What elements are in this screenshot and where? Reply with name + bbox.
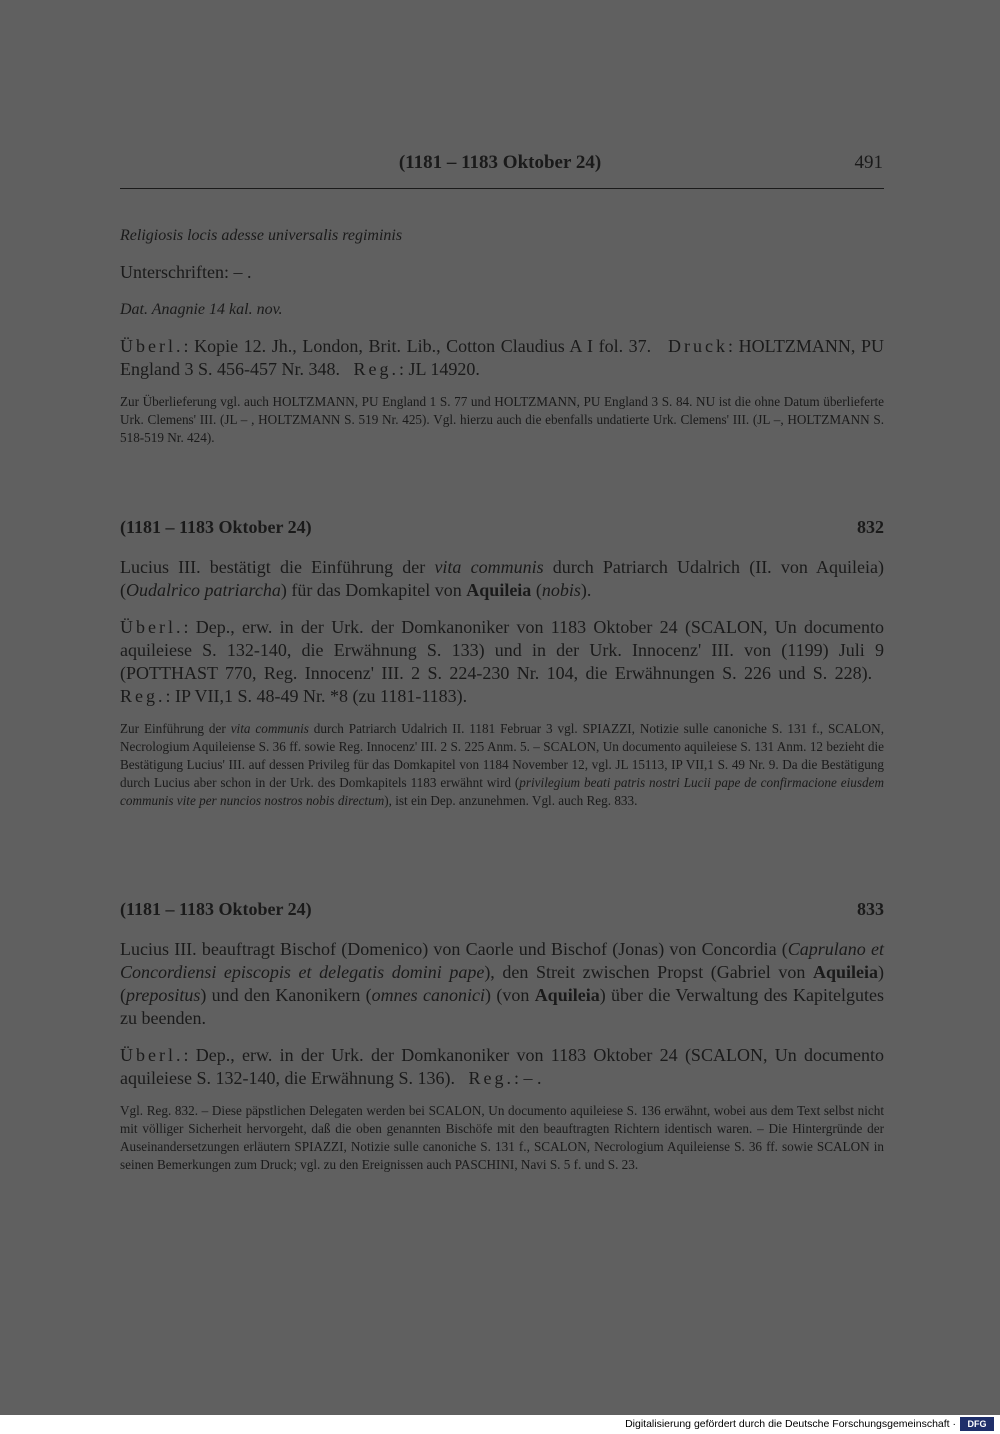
reg-label: Reg. (120, 686, 166, 706)
text-run: ) (von (485, 985, 530, 1005)
regest-header (120, 517, 884, 538)
previous-regest-continuation (120, 224, 884, 447)
regest-header (120, 899, 884, 920)
reg-text: : IP VII,1 S. 48-49 Nr. *8 (zu 1181-1183). (165, 686, 468, 706)
page-number: 491 (854, 152, 883, 173)
datum: Dat. Anagnie 14 kal. nov. (120, 301, 283, 318)
latin-term: vita communis (230, 721, 309, 736)
text-run: ( (535, 580, 542, 600)
regest-number: 832 (857, 517, 884, 537)
ueberl-text: : Kopie 12. Jh., London, Brit. Lib., Cotton Claudius A I fol. 37. (183, 336, 652, 356)
text-run: ) und den Kanonikern ( (200, 985, 372, 1005)
reg-text: : – . (513, 1068, 542, 1088)
latin-term: Oudalrico patriarcha (126, 580, 281, 600)
unterschriften: Unterschriften: – . (120, 262, 252, 282)
text-run: ), ist ein Dep. anzunehmen. Vgl. auch Reg. 833. (384, 793, 638, 808)
note (120, 720, 884, 810)
running-header-date: (1181 – 1183 Oktober 24) (398, 152, 602, 173)
ueberl-label: Überl. (120, 1045, 184, 1065)
druck-label: Druck (668, 336, 728, 356)
text-run: ). (580, 580, 592, 600)
funding-notice: Digitalisierung gefördert durch die Deutsche Forschungsgemeinschaft · (625, 1418, 956, 1430)
reg-label: Reg. (353, 359, 399, 379)
ueberl-label: Überl. (120, 617, 184, 637)
note: Vgl. Reg. 832. – Diese päpstlichen Delegaten werden bei SCALON, Un documento aquileiese S. 136 erwähnt, wobei aus dem Text selbst nicht mit völliger Sicherheit hervorgeht, daß die oben genannten Bischöfe mit den beauftragten Richtern identisch waren. – Die Hintergründe der Auseinandersetzungen erläutern SPIAZZI, Notizie sulle canoniche S. 131 f., SCALON, Necrologium Aquileiense S. 36 ff. sowie SCALON in seinen Bemerkungen zum Druck; vgl. zu den Ereignissen auch PASCHINI, Navi S. 5 f. und S. 23. (120, 1103, 884, 1172)
latin-term: omnes canonici (371, 985, 485, 1005)
header-rule (120, 188, 884, 189)
arenga: Religiosis locis adesse universalis regiminis (120, 227, 403, 244)
latin-quote: privilegium beati patris nostri Lucii pape de confirmacione eiusdem communis vite per nuncios nostros nobis directum (120, 775, 884, 808)
druck-text: : HOLTZMANN, PU England 3 S. 456-457 Nr. 348. (120, 336, 885, 379)
regest-summary (120, 938, 884, 1030)
latin-term: Caprulano et Concordiensi episcopis et delegatis domini pape (120, 939, 884, 982)
text-run: Lucius III. bestätigt die Einführung der (120, 557, 426, 577)
note: Zur Überlieferung vgl. auch HOLTZMANN, PU England 1 S. 77 und HOLTZMANN, PU England 3 S. 84. NU ist die ohne Datum überlieferte Urk. Clemens' III. (JL – , HOLTZMANN S. 519 Nr. 425). Vgl. hierzu auch die ebenfalls undatierte Urk. Clemens' III. (JL –, HOLTZMANN S. 518-519 Nr. 424). (120, 394, 884, 445)
text-run: Zur Einführung der (120, 721, 226, 736)
ueberlieferung-paragraph (120, 335, 884, 381)
text-run: Lucius III. beauftragt Bischof (Domenico) von Caorle und Bischof (Jonas) von Concordia ( (120, 939, 788, 959)
regest-number: 833 (857, 899, 884, 919)
ueberlieferung-paragraph (120, 1044, 884, 1090)
text-run: durch Patriarch Udalrich (II. von Aquileia) ( (120, 557, 885, 600)
ueberlieferung-paragraph (120, 616, 884, 708)
place-name: Aquileia (466, 580, 532, 600)
place-name: Aquileia (812, 962, 878, 982)
ueberl-text: : Dep., erw. in der Urk. der Domkanoniker von 1183 Oktober 24 (SCALON, Un documento aquileiese S. 132-140, die Erwähnung S. 136). (120, 1045, 884, 1088)
text-run: ), den Streit zwischen Propst (Gabriel von (484, 962, 806, 982)
regest-summary (120, 556, 884, 602)
text-run: durch Patriarch Udalrich II. 1181 Februar 3 vgl. SPIAZZI, Notizie sulle canoniche S. 131 f., SCALON, Necrologium Aquileiense S. 36 ff. sowie Reg. Innocenz' III. 2 S. 225 Anm. 5. – SCALON, Un documento aquileiese S. 131 Anm. 12 bezieht die Bestätigung Lucius' III. auf dessen Privileg für das Domkapitel von 1184 November 12, vgl. JL 15113, IP VII,1 S. 49 Nr. 9. Da die Bestätigung durch Lucius aber schon in der Urk. des Domkapitels 1183 erwähnt wird ( (120, 721, 884, 790)
ueberl-text: : Dep., erw. in der Urk. der Domkanoniker von 1183 Oktober 24 (SCALON, Un documento aquileiese S. 132-140, die Erwähnung S. 133) und in der Urk. Innocenz' III. von (1199) Juli 9 (POTTHAST 770, Reg. Innocenz' III. 2 S. 224-230 Nr. 104, die Erwähnungen S. 226 und S. 228). (120, 617, 884, 683)
reg-text: : JL 14920. (399, 359, 480, 379)
text-run: ) ( (120, 962, 884, 1005)
regest-date: (1181 – 1183 Oktober 24) (120, 899, 312, 919)
footer-bar (0, 1415, 1000, 1434)
reg-label: Reg. (468, 1068, 514, 1088)
place-name: Aquileia (534, 985, 600, 1005)
latin-term: vita communis (434, 557, 544, 577)
latin-term: nobis (541, 580, 581, 600)
text-run: ) über die Verwaltung des Kapitelgutes zu beenden. (120, 985, 885, 1028)
latin-term: prepositus (126, 985, 201, 1005)
ueberl-label: Überl. (120, 336, 184, 356)
dfg-logo: DFG (960, 1417, 994, 1431)
regest-832 (120, 517, 884, 810)
regest-833 (120, 899, 884, 1174)
regest-date: (1181 – 1183 Oktober 24) (120, 517, 312, 537)
text-run: ) für das Domkapitel von (280, 580, 462, 600)
